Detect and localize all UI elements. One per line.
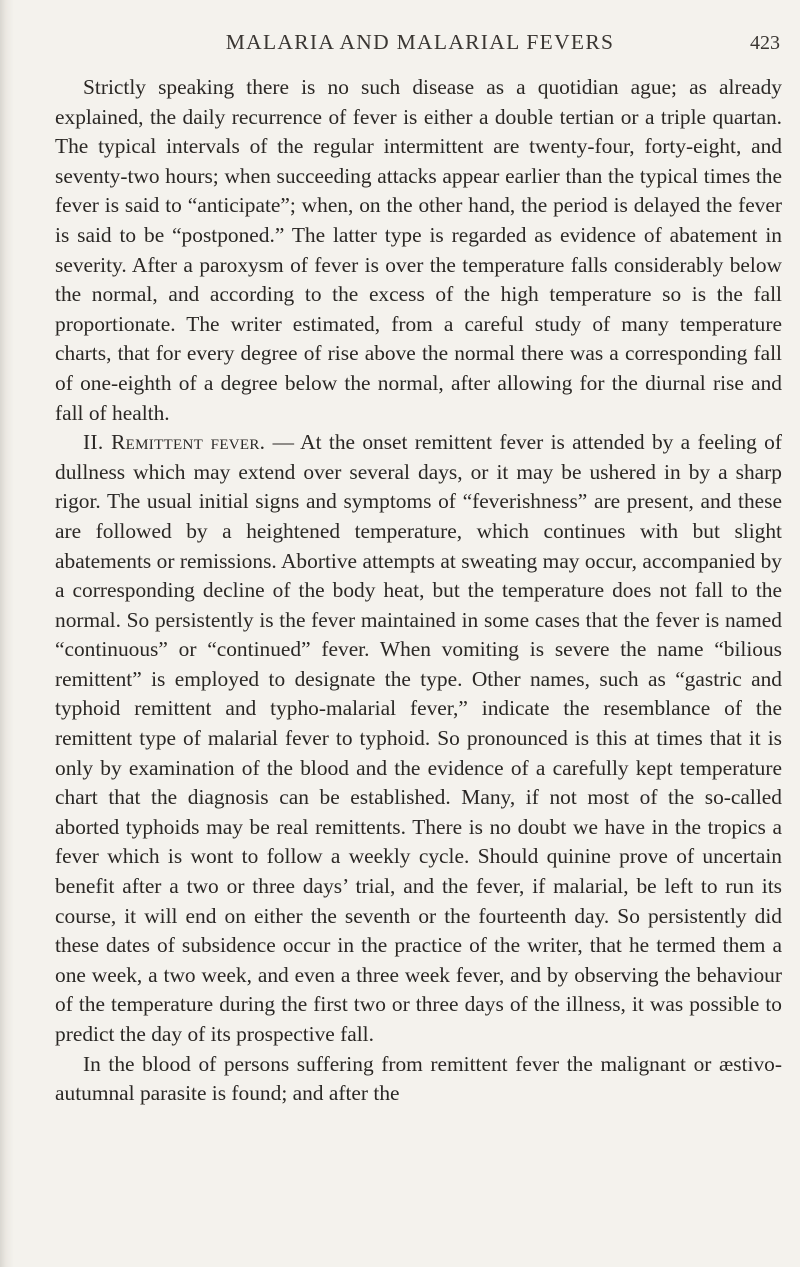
body-text (55, 73, 782, 1109)
running-title: MALARIA AND MALARIAL FEVERS (225, 30, 615, 54)
paragraph-remittent-fever (55, 428, 782, 1049)
section-body: — At the onset remittent fever is attended by a feeling of dullness which may extend over several days, or it may be ushered in by a sharp rigor. The usual initial signs and symptoms of “feverishness” are present, and these are followed by a heightened temperature, which continues with but slight abatements or remissions. Abortive attempts at sweating may occur, accompanied by a corresponding decline of the body heat, but the temperature does not fall to the normal. So persistently is the fever maintained in some cases that the fever is named “continuous” or “continued” fever. When vomiting is severe the name “bilious remittent” is employed to designate the type. Other names, such as “gastric and typhoid remittent and typho-malarial fever,” indicate the resemblance of the remittent type of malarial fever to typhoid. So pronounced is this at times that it is only by examination of the blood and the evidence of a carefully kept temperature chart that the diagnosis can be established. Many, if not most of the so-called aborted typhoids may be real remittents. There is no doubt we have in the tropics a fever which is wont to follow a weekly cycle. Should quinine prove of uncertain benefit after a two or three days’ trial, and the fever, if malarial, be left to run its course, it will end on either the seventh or the fourteenth day. So persistently did these dates of subsidence occur in the practice of the writer, that he termed them a one week, a two week, and even a three week fever, and by observing the behaviour of the temperature during the first two or three days of the illness, it was possible to predict the day of its prospective fall. (55, 430, 782, 1046)
paragraph-quotidian-ague: Strictly speaking there is no such disease as a quotidian ague; as already explained, the daily recurrence of fever is either a double tertian or a triple quartan. The typical intervals of the regular intermittent are twenty-four, forty-eight, and seventy-two hours; when succeeding attacks appear earlier than the typical times the fever is said to “anticipate”; when, on the other hand, the period is delayed the fever is said to be “postponed.” The latter type is regarded as evidence of abatement in severity. After a paroxysm of fever is over the temperature falls considerably below the normal, and according to the excess of the high temperature so is the fall proportionate. The writer estimated, from a careful study of many temperature charts, that for every degree of rise above the normal there was a corresponding fall of one-eighth of a degree below the normal, after allowing for the diurnal rise and fall of health. (55, 75, 782, 425)
page-header (60, 22, 780, 62)
section-heading: II. Remittent fever. (83, 430, 266, 455)
page-number: 423 (750, 32, 780, 54)
paragraph-blood-parasite: In the blood of persons suffering from remittent fever the malignant or æstivo-autumnal parasite is found; and after the (55, 1051, 782, 1106)
